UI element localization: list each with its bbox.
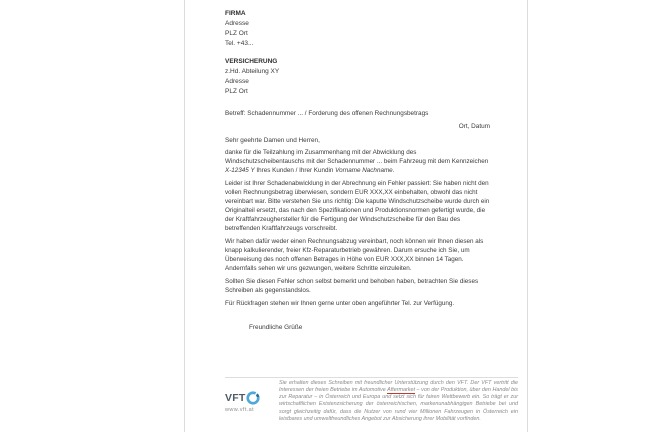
sender-address-block [225,0,490,49]
aftermarket-link[interactable]: Aftermarket [387,387,415,394]
customer-name-placeholder: Vorname Nachname [335,167,393,174]
sender-name: FIRMA [225,10,246,17]
salutation: Sehr geehrte Damen und Herren, [225,137,320,144]
paragraph-error-explanation: Leider ist Ihrer Schadenabwicklung in der Abrechnung ein Fehler passiert: Sie haben nicht den vollen Rechnungsbetrag überwiesen, sondern EUR XXX,XX einbehalten, obwohl das nicht vereinbart war. Bitte verstehen Sie uns richtig: Die kaputte Windschutzscheibe wurde durch ein Originalteil ersetzt, das nach den Spezifikationen und Produktionsnormen gefertigt wurde, die der Kraftfahrzeughersteller für die Fertigung der Windschutzscheibe für den Bau des betreffenden Kraftfahrzeugs vorschreibt. [225,180,490,232]
paragraph-thanks-text1: danke für die Teilzahlung im Zusammenhang mit der Abwicklung des Windschutzscheibentauschs mit der Schadennummer ... beim Fahrzeug mit dem Kennzeichen [225,149,489,165]
vft-logo [225,391,279,405]
sender-phone: Tel. +43... [225,40,254,47]
paragraph-thanks-period: . [392,167,395,174]
paragraph-disregard-note: Sollten Sie diesen Fehler schon selbst bemerkt und behoben haben, betrachten Sie dieses Schreiben als gegenstandslos. [225,278,479,294]
vft-swirl-icon [246,391,260,405]
paragraph-thanks-text2: Ihres Kunden / Ihrer Kundin [254,167,336,174]
recipient-name: VERSICHERUNG [225,58,278,65]
paragraph-thanks [225,148,490,175]
recipient-city: PLZ Ort [225,88,248,95]
vft-logo-text: VFT [225,392,246,404]
letter-footer [225,377,518,423]
license-plate-placeholder: X-12345 Y [225,167,255,174]
paragraph-payment-request: Wir haben dafür weder einen Rechnungsabzug vereinbart, noch können wir Ihnen diesen als knapp kalkulierender, freier Kfz-Reparaturbetrieb gewähren. Darum ersuche ich Sie, um Überweisung des noch offenen Betrages in Höhe von EUR XXX,XX binnen 14 Tagen. Andernfalls sehen wir uns gezwungen, weitere Schritte einzuleiten. [225,238,484,272]
sender-city: PLZ Ort [225,30,248,37]
closing-greeting: Freundliche Grüße [249,324,303,331]
letter-content [225,0,490,332]
vft-logo-block [225,378,279,423]
vft-website-link[interactable]: www.vft.at [225,407,255,413]
recipient-attn: z.Hd. Abteilung XY [225,68,280,75]
recipient-address: Adresse [225,78,249,85]
footer-fineprint-text2: – von der Produktion, über den Handel bis zur Reparatur – in Österreich und Europa und setzt sich für fairen Wettbewerb ein. So trägt er zur wirtschaftlichen Existenzsicherung der österreichischen, markenunabhängigen Betriebe bei und sorgt gleichzeitig dafür, dass die Nutzer von rund vier Millionen Fahrzeugen in Österreich ein leistbares und umweltfreundliches Angebot zur Absicherung ihrer Mobilität vorfinden. [279,387,518,422]
sender-address: Adresse [225,20,249,27]
place-date: Ort, Datum [458,123,490,130]
recipient-address-block [225,57,490,97]
footer-fineprint [279,380,518,423]
letter-page [184,0,528,432]
subject-line: Betreff: Schadennummer ... / Forderung des offenen Rechnungsbetrags [225,110,429,117]
footer-fineprint-text1: Sie erhalten dieses Schreiben mit freundlicher Unterstützung durch den VFT. Der VFT vertritt die Interessen der freien Betriebe im Automotive [279,380,518,394]
paragraph-contact-note: Für Rückfragen stehen wir Ihnen gerne unter oben angeführter Tel. zur Verfügung. [225,300,455,307]
